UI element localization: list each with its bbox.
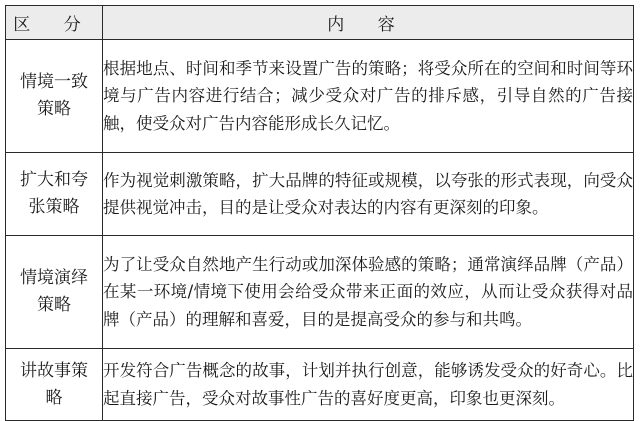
category-cell (6, 40, 103, 153)
table-row (6, 349, 634, 421)
category-label: 情境一致策略 (20, 72, 88, 119)
category-label: 讲故事策略 (20, 360, 88, 408)
content-cell: 作为视觉刺激策略，扩大品牌的特征或规模，以夸张的形式表现，向受众提供视觉冲击，目的是让受众对表达的内容有更深刻的印象。 (103, 153, 634, 236)
category-cell (6, 153, 103, 236)
category-cell (6, 236, 103, 349)
category-label: 扩大和夸张策略 (20, 170, 88, 217)
category-cell (6, 349, 103, 421)
content-cell: 开发符合广告概念的故事，计划并执行创意，能够诱发受众的好奇心。比起直接广告，受众对故事性广告的喜好度更高，印象也更深刻。 (103, 349, 634, 421)
content-cell: 为了让受众自然地产生行动或加深体验感的策略；通常演绎品牌（产品）在某一环境/情境下使用会给受众带来正面的效应，从而让受众获得对品牌（产品）的理解和喜爱，目的是提高受众的参与和共鸣。 (103, 236, 634, 349)
table-row (6, 236, 634, 349)
table-row (6, 153, 634, 236)
category-label: 情境演绎策略 (20, 268, 88, 315)
content-cell: 根据地点、时间和季节来设置广告的策略；将受众所在的空间和时间等环境与广告内容进行结合；减少受众对广告的排斥感，引导自然的广告接触，使受众对广告内容能形成长久记忆。 (103, 40, 634, 153)
table-row (6, 40, 634, 153)
content-column-header: 内 容 (103, 6, 634, 40)
strategy-table (5, 5, 634, 421)
category-column-header: 区 分 (6, 6, 103, 40)
table-header-row (6, 6, 634, 40)
